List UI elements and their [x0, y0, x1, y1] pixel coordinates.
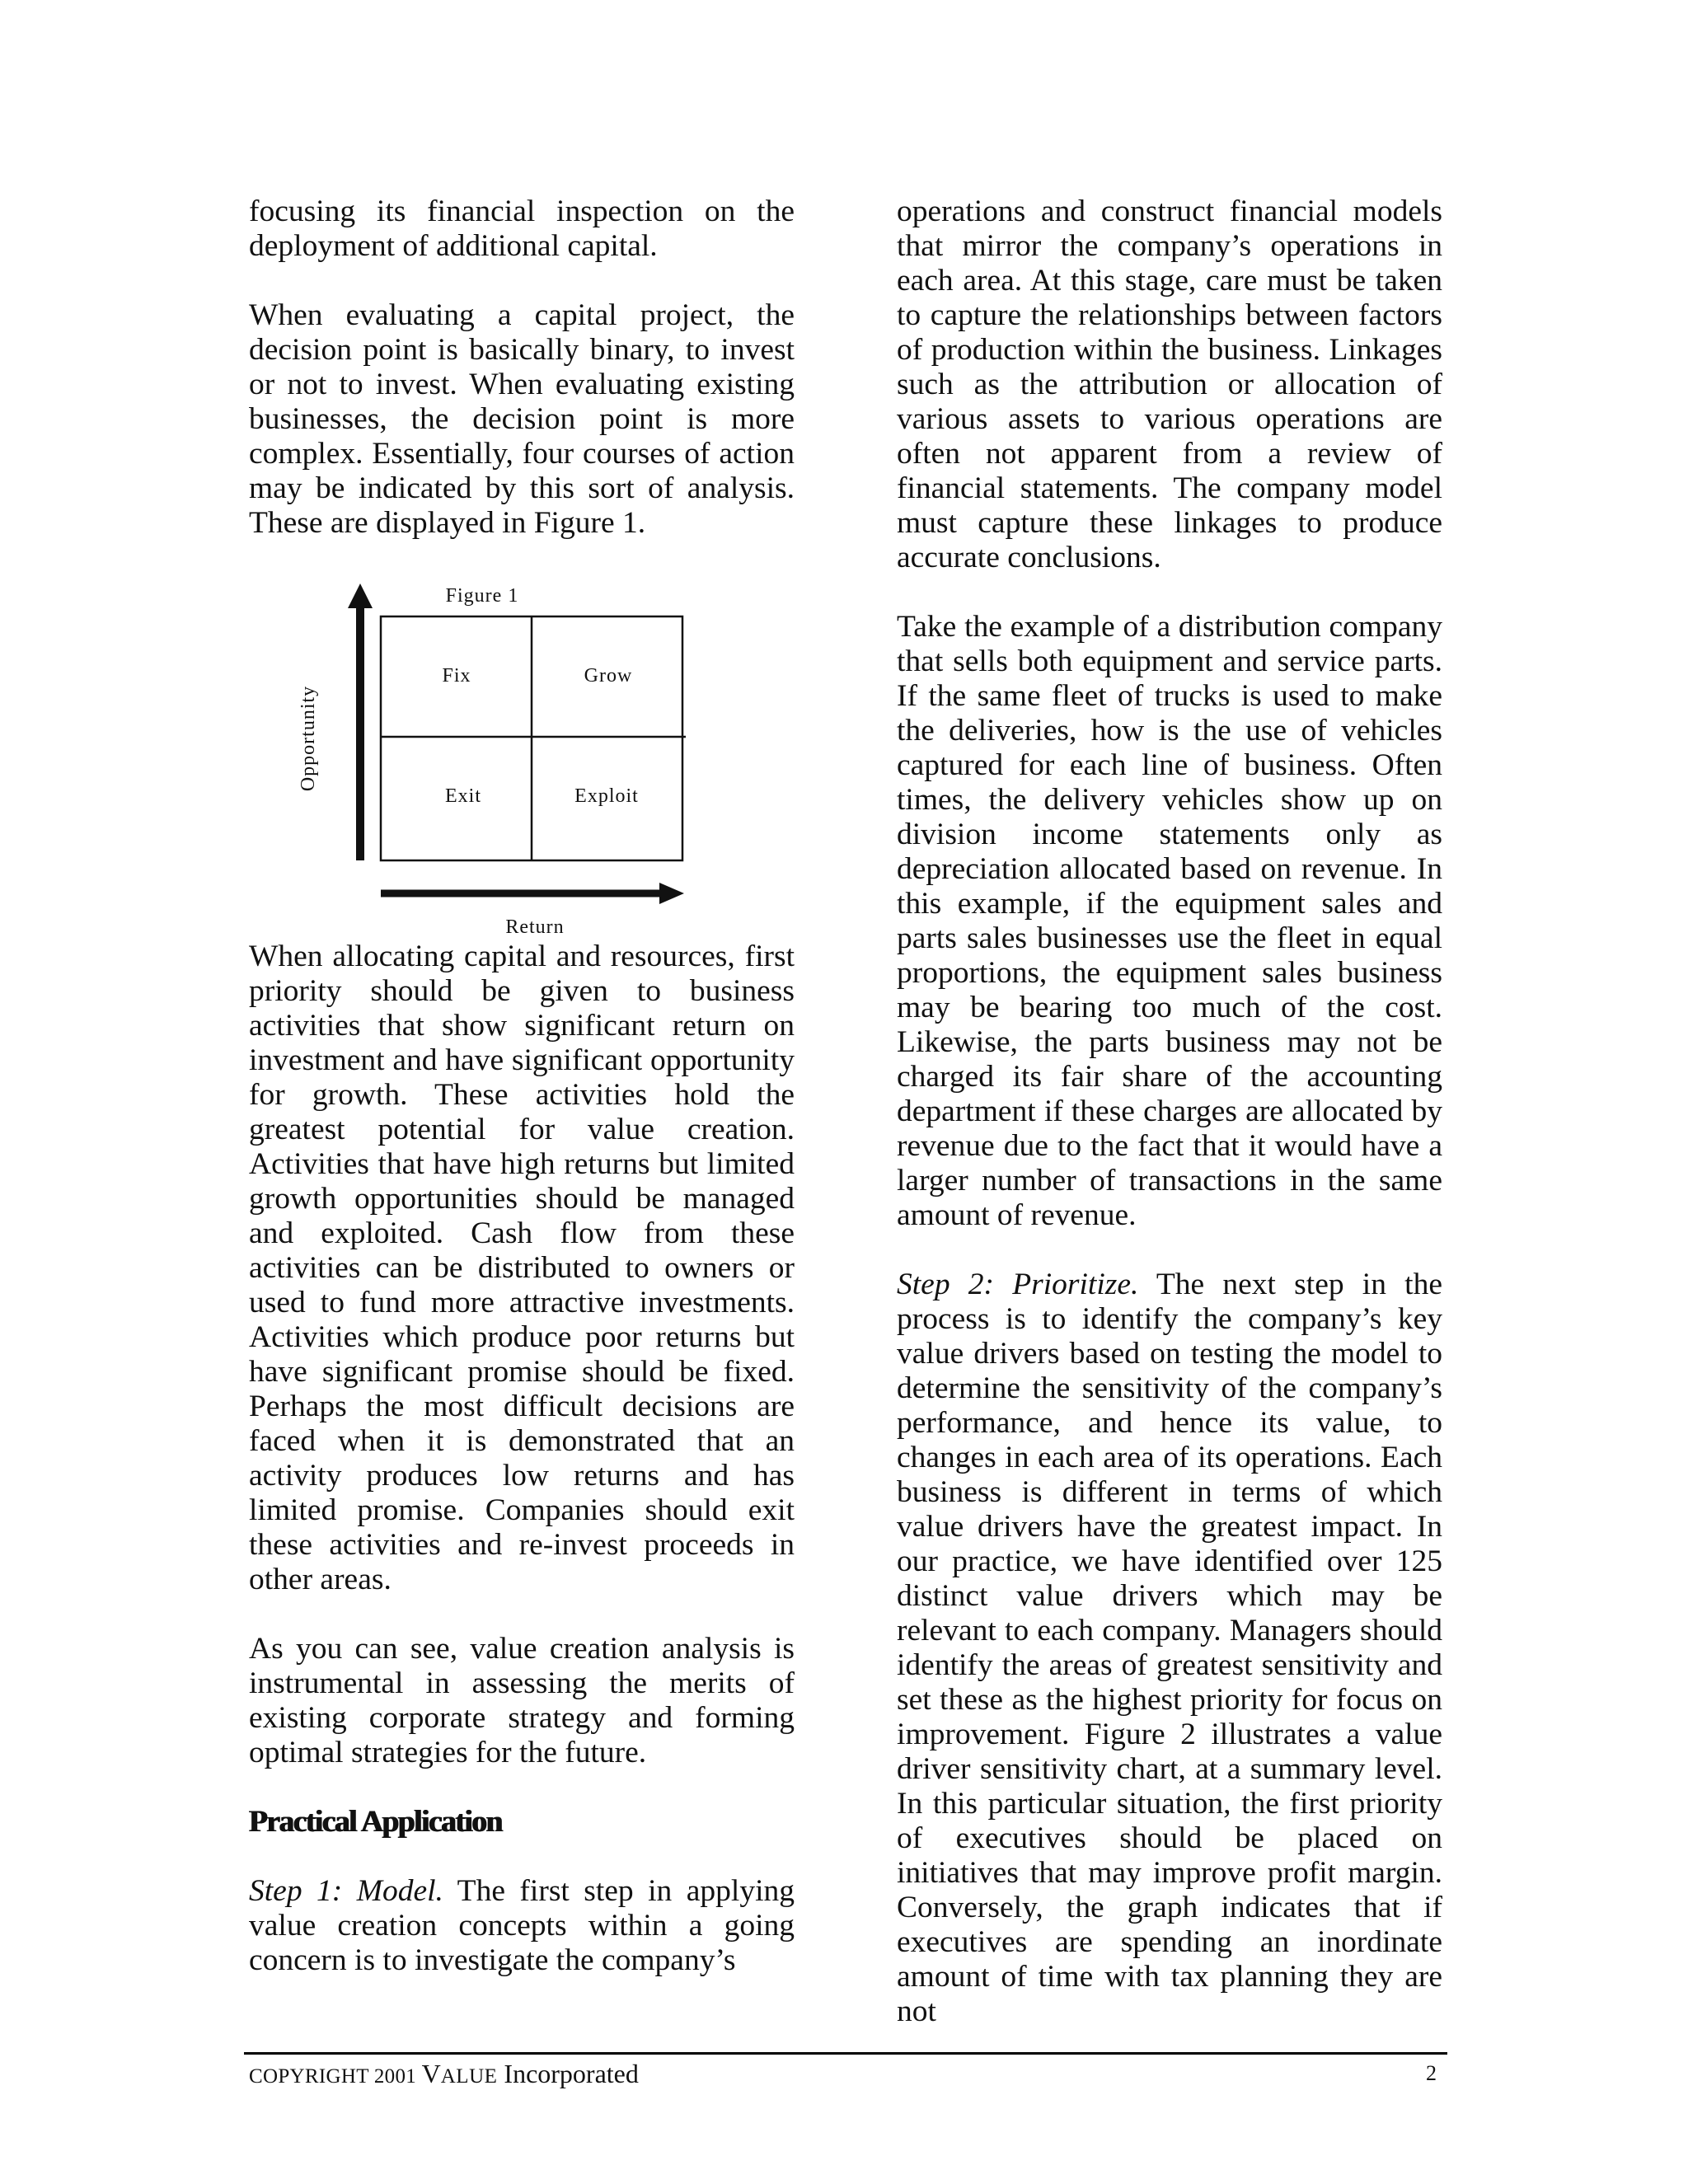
figure-1-title: Figure 1 [445, 585, 519, 607]
right-paragraph-1: operations and construct financial models that mirror the company’s operations in each area. At this stage, care must be taken to capture the relationships between factors of production within the business. Linkages such as the attribution or allocation of various assets to various operations are often not apparent from a review of financial statements. The company model must capture these linkages to produce accurate conclusions. [897, 194, 1442, 574]
left-paragraph-1: focusing its financial inspection on the deployment of additional capital. [249, 194, 795, 263]
step-2-label: Step 2: Prioritize. [897, 1268, 1139, 1301]
quadrant-fix: Fix [442, 665, 471, 687]
step-1-paragraph [249, 1874, 795, 1978]
footer-copyright-word: COPYRIGHT [249, 2065, 369, 2088]
step-2-text: The next step in the process is to identify the company’s key value drivers based on testing the model to determine the sensitivity of the company’s performance, and hence its value, to changes in each area of its operations. Each business is different in terms of which value drivers have the greatest impact. In our practice, we have identified over 125 distinct value drivers which may be relevant to each company. Managers should identify the areas of greatest sensitivity and set these as the highest priority for focus on improvement. Figure 2 illustrates a value driver sensitivity chart, at a summary level. In this particular situation, the first priority of executives should be placed on initiatives that may improve profit margin. Conversely, the graph indicates that if executives are spending an inordinate amount of time with tax planning they are not [897, 1268, 1442, 2028]
y-axis-label: Opportunity [298, 685, 319, 792]
footer-value-rest: ALUE [440, 2065, 498, 2088]
footer-copyright [249, 2055, 639, 2095]
figure-1-matrix [249, 570, 795, 935]
footer-company: Incorporated [497, 2059, 639, 2088]
left-paragraph-4: As you can see, value creation analysis is instrumental in assessing the merits of existing corporate strategy and forming optimal strategies for the future. [249, 1632, 795, 1769]
left-paragraph-2: When evaluating a capital project, the decision point is basically binary, to invest or not to invest. When evaluating existing businesses, the decision point is more complex. Essentially, four courses of action may be indicated by this sort of analysis. These are displayed in Figure 1. [249, 298, 795, 540]
footer-value-initial: V [421, 2059, 441, 2088]
step-1-label: Step 1: Model. [249, 1874, 443, 1908]
right-column [897, 194, 1442, 2029]
figure-1 [249, 570, 795, 935]
quadrant-exit: Exit [445, 785, 481, 807]
footer-year: 2001 [368, 2065, 422, 2088]
quadrant-grow: Grow [584, 665, 633, 687]
right-paragraph-2: Take the example of a distribution company that sells both equipment and service parts. If the same fleet of trucks is used to make the deliveries, how is the use of vehicles captured for each line of business. Often times, the delivery vehicles show up on division income statements only as depreciation allocated based on revenue. In this example, if the equipment sales and parts sales businesses use the fleet in equal proportions, the equipment sales business may be bearing too much of the cost. Likewise, the parts business may not be charged its fair share of the accounting department if these charges are allocated by revenue due to the fact that it would have a larger number of transactions in the same amount of revenue. [897, 610, 1442, 1232]
section-heading: Practical Application [249, 1805, 503, 1839]
left-column [249, 194, 795, 1978]
page-number: 2 [1426, 2061, 1437, 2085]
y-axis-arrowhead [348, 583, 373, 608]
footer-rule [244, 2052, 1447, 2055]
step-2-paragraph [897, 1268, 1442, 2029]
x-axis-label: Return [505, 916, 565, 935]
quadrant-exploit: Exploit [574, 785, 639, 807]
x-axis-arrowhead [659, 883, 684, 904]
step-1-text: The first step in applying value creation concepts within a going concern is to investigate the company’s [249, 1874, 795, 1977]
left-paragraph-3: When allocating capital and resources, first priority should be given to business activities that show significant return on investment and have significant opportunity for growth. These activities hold the greatest potential for value creation. Activities that have high returns but limited growth opportunities should be managed and exploited. Cash flow from these activities can be distributed to owners or used to fund more attractive investments. Activities which produce poor returns but have significant promise should be fixed. Perhaps the most difficult decisions are faced when it is demonstrated that an activity produces low returns and has limited promise. Companies should exit these activities and re-invest proceeds in other areas. [249, 940, 795, 1596]
